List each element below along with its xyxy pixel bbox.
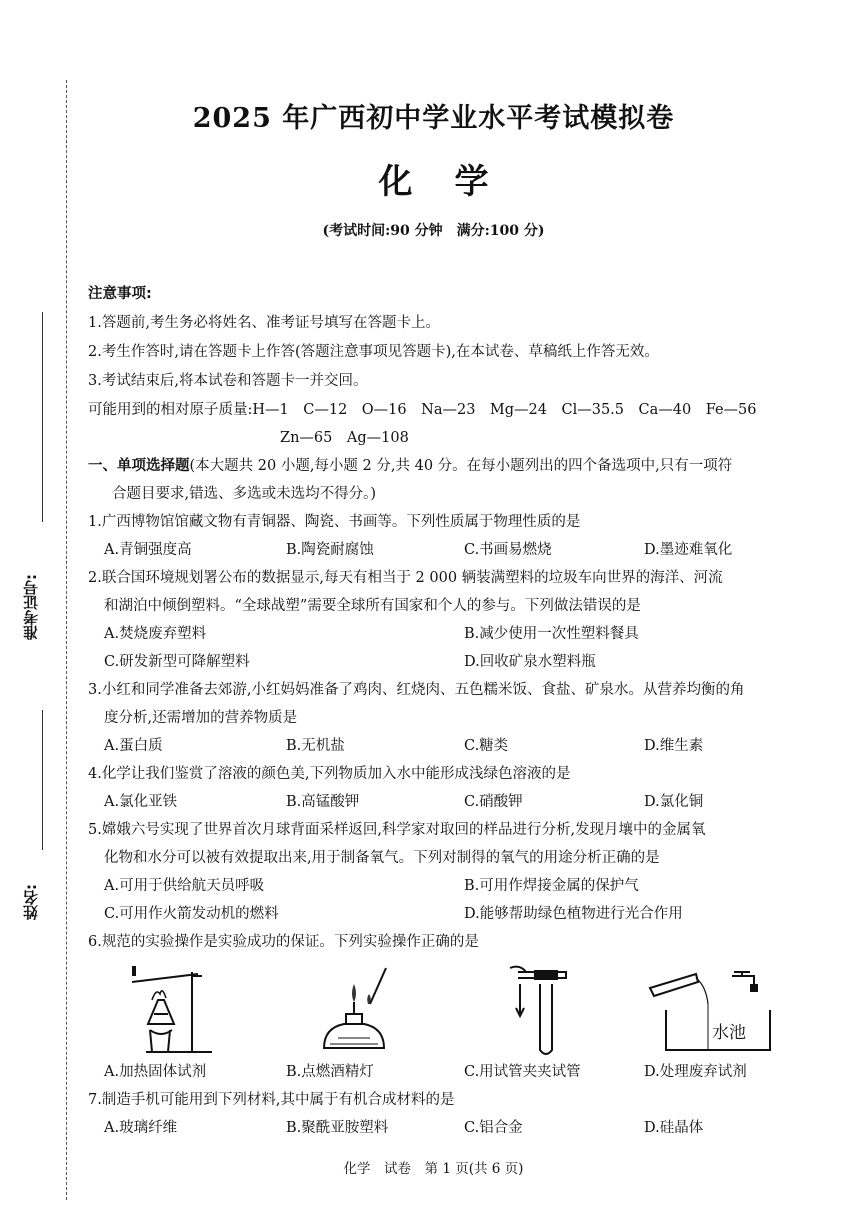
option-row xyxy=(104,650,840,670)
option-row xyxy=(104,874,840,894)
heating-solid-figure xyxy=(126,958,216,1058)
note-item: 1.答题前,考生务必将姓名、准考证号填写在答题卡上。 xyxy=(88,315,440,331)
section-heading: 一、单项选择题 xyxy=(88,458,190,474)
option-row xyxy=(104,734,840,754)
option-a: A.可用于供给航天员呼吸 xyxy=(104,878,265,894)
option-row xyxy=(104,1060,840,1080)
alcohol-lamp-figure xyxy=(314,958,394,1058)
option-a: A.加热固体试剂 xyxy=(104,1064,207,1080)
option-c: C.可用作火箭发动机的燃料 xyxy=(104,906,279,922)
lab-figures xyxy=(118,958,838,1058)
exam-id-label: 准考证号: xyxy=(22,574,40,640)
option-d: D.回收矿泉水塑料瓶 xyxy=(464,654,596,670)
note-item: 2.考生作答时,请在答题卡上作答(答题注意事项见答题卡),在本试卷、草稿纸上作答无效。 xyxy=(88,344,659,360)
option-d: D.硅晶体 xyxy=(644,1120,704,1136)
option-d: D.处理废弃试剂 xyxy=(644,1064,747,1080)
option-a: A.玻璃纤维 xyxy=(104,1120,178,1136)
option-c: C.硝酸钾 xyxy=(464,794,523,810)
question-stem: 化物和水分可以被有效提取出来,用于制备氧气。下列对制得的氧气的用途分析正确的是 xyxy=(104,850,660,866)
option-d: D.氯化铜 xyxy=(644,794,704,810)
option-b: B.可用作焊接金属的保护气 xyxy=(464,878,639,894)
exam-id-write-line xyxy=(42,312,43,522)
question-stem: 6.规范的实验操作是实验成功的保证。下列实验操作正确的是 xyxy=(88,934,479,950)
question-stem: 7.制造手机可能用到下列材料,其中属于有机合成材料的是 xyxy=(88,1092,455,1108)
option-row xyxy=(104,902,840,922)
question-stem: 2.联合国环境规划署公布的数据显示,每天有相当于 2 000 辆装满塑料的垃圾车向世界的海洋、河流 xyxy=(88,570,723,586)
option-c: C.铝合金 xyxy=(464,1120,523,1136)
option-c: C.糖类 xyxy=(464,738,509,754)
name-write-line xyxy=(42,710,43,850)
option-row xyxy=(104,622,840,642)
waste-disposal-figure xyxy=(646,958,776,1058)
option-b: B.无机盐 xyxy=(286,738,345,754)
option-b: B.聚酰亚胺塑料 xyxy=(286,1120,389,1136)
question-stem: 和湖泊中倾倒塑料。“全球战塑”需要全球所有国家和个人的参与。下列做法错误的是 xyxy=(104,598,641,614)
option-a: A.蛋白质 xyxy=(104,738,163,754)
option-d: D.能够帮助绿色植物进行光合作用 xyxy=(464,906,683,922)
option-a: A.青铜强度高 xyxy=(104,542,192,558)
section-desc: 合题目要求,错选、多选或未选均不得分。) xyxy=(112,486,377,502)
note-item: 3.考试结束后,将本试卷和答题卡一并交回。 xyxy=(88,373,368,389)
name-label: 姓名: xyxy=(22,884,40,920)
option-row xyxy=(104,790,840,810)
option-b: B.点燃酒精灯 xyxy=(286,1064,374,1080)
page-title: 2025 年广西初中学业水平考试模拟卷 xyxy=(192,103,675,134)
question-stem: 5.嫦娥六号实现了世界首次月球背面采样返回,科学家对取回的样品进行分析,发现月壤中的金属氧 xyxy=(88,822,706,838)
option-d: D.维生素 xyxy=(644,738,704,754)
subject-title: 化学 xyxy=(378,162,531,202)
option-a: A.焚烧废弃塑料 xyxy=(104,626,207,642)
option-d: D.墨迹难氧化 xyxy=(644,542,733,558)
exam-info: (考试时间:90 分钟 满分:100 分) xyxy=(322,223,545,239)
atomic-mass-line: 可能用到的相对原子质量:H—1 C—12 O—16 Na—23 Mg—24 Cl—35.5 Ca—40 Fe—56 xyxy=(88,402,757,418)
option-a: A.氯化亚铁 xyxy=(104,794,178,810)
test-tube-holder-figure xyxy=(490,958,570,1058)
option-row xyxy=(104,1116,840,1136)
question-stem: 度分析,还需增加的营养物质是 xyxy=(104,710,298,726)
question-stem: 1.广西博物馆馆藏文物有青铜器、陶瓷、书画等。下列性质属于物理性质的是 xyxy=(88,514,581,530)
option-b: B.高锰酸钾 xyxy=(286,794,360,810)
page-footer: 化学 试卷 第 1 页(共 6 页) xyxy=(343,1161,524,1177)
option-b: B.减少使用一次性塑料餐具 xyxy=(464,626,639,642)
question-stem: 3.小红和同学准备去郊游,小红妈妈准备了鸡肉、红烧肉、五色糯米饭、食盐、矿泉水。从营养均衡的角 xyxy=(88,682,745,698)
section-heading-line xyxy=(88,454,732,475)
question-stem: 4.化学让我们鉴赏了溶液的颜色美,下列物质加入水中能形成浅绿色溶液的是 xyxy=(88,766,571,782)
section-desc: (本大题共 20 小题,每小题 2 分,共 40 分。在每小题列出的四个备选项中,只有一项符 xyxy=(189,458,733,474)
option-b: B.陶瓷耐腐蚀 xyxy=(286,542,374,558)
sink-label: 水池 xyxy=(712,1023,746,1043)
option-c: C.用试管夹夹试管 xyxy=(464,1064,581,1080)
option-c: C.研发新型可降解塑料 xyxy=(104,654,250,670)
atomic-mass-line: Zn—65 Ag—108 xyxy=(280,430,409,446)
option-c: C.书画易燃烧 xyxy=(464,542,552,558)
notes-heading: 注意事项: xyxy=(88,286,152,302)
option-row xyxy=(104,538,840,558)
binding-margin-line xyxy=(66,80,67,1200)
